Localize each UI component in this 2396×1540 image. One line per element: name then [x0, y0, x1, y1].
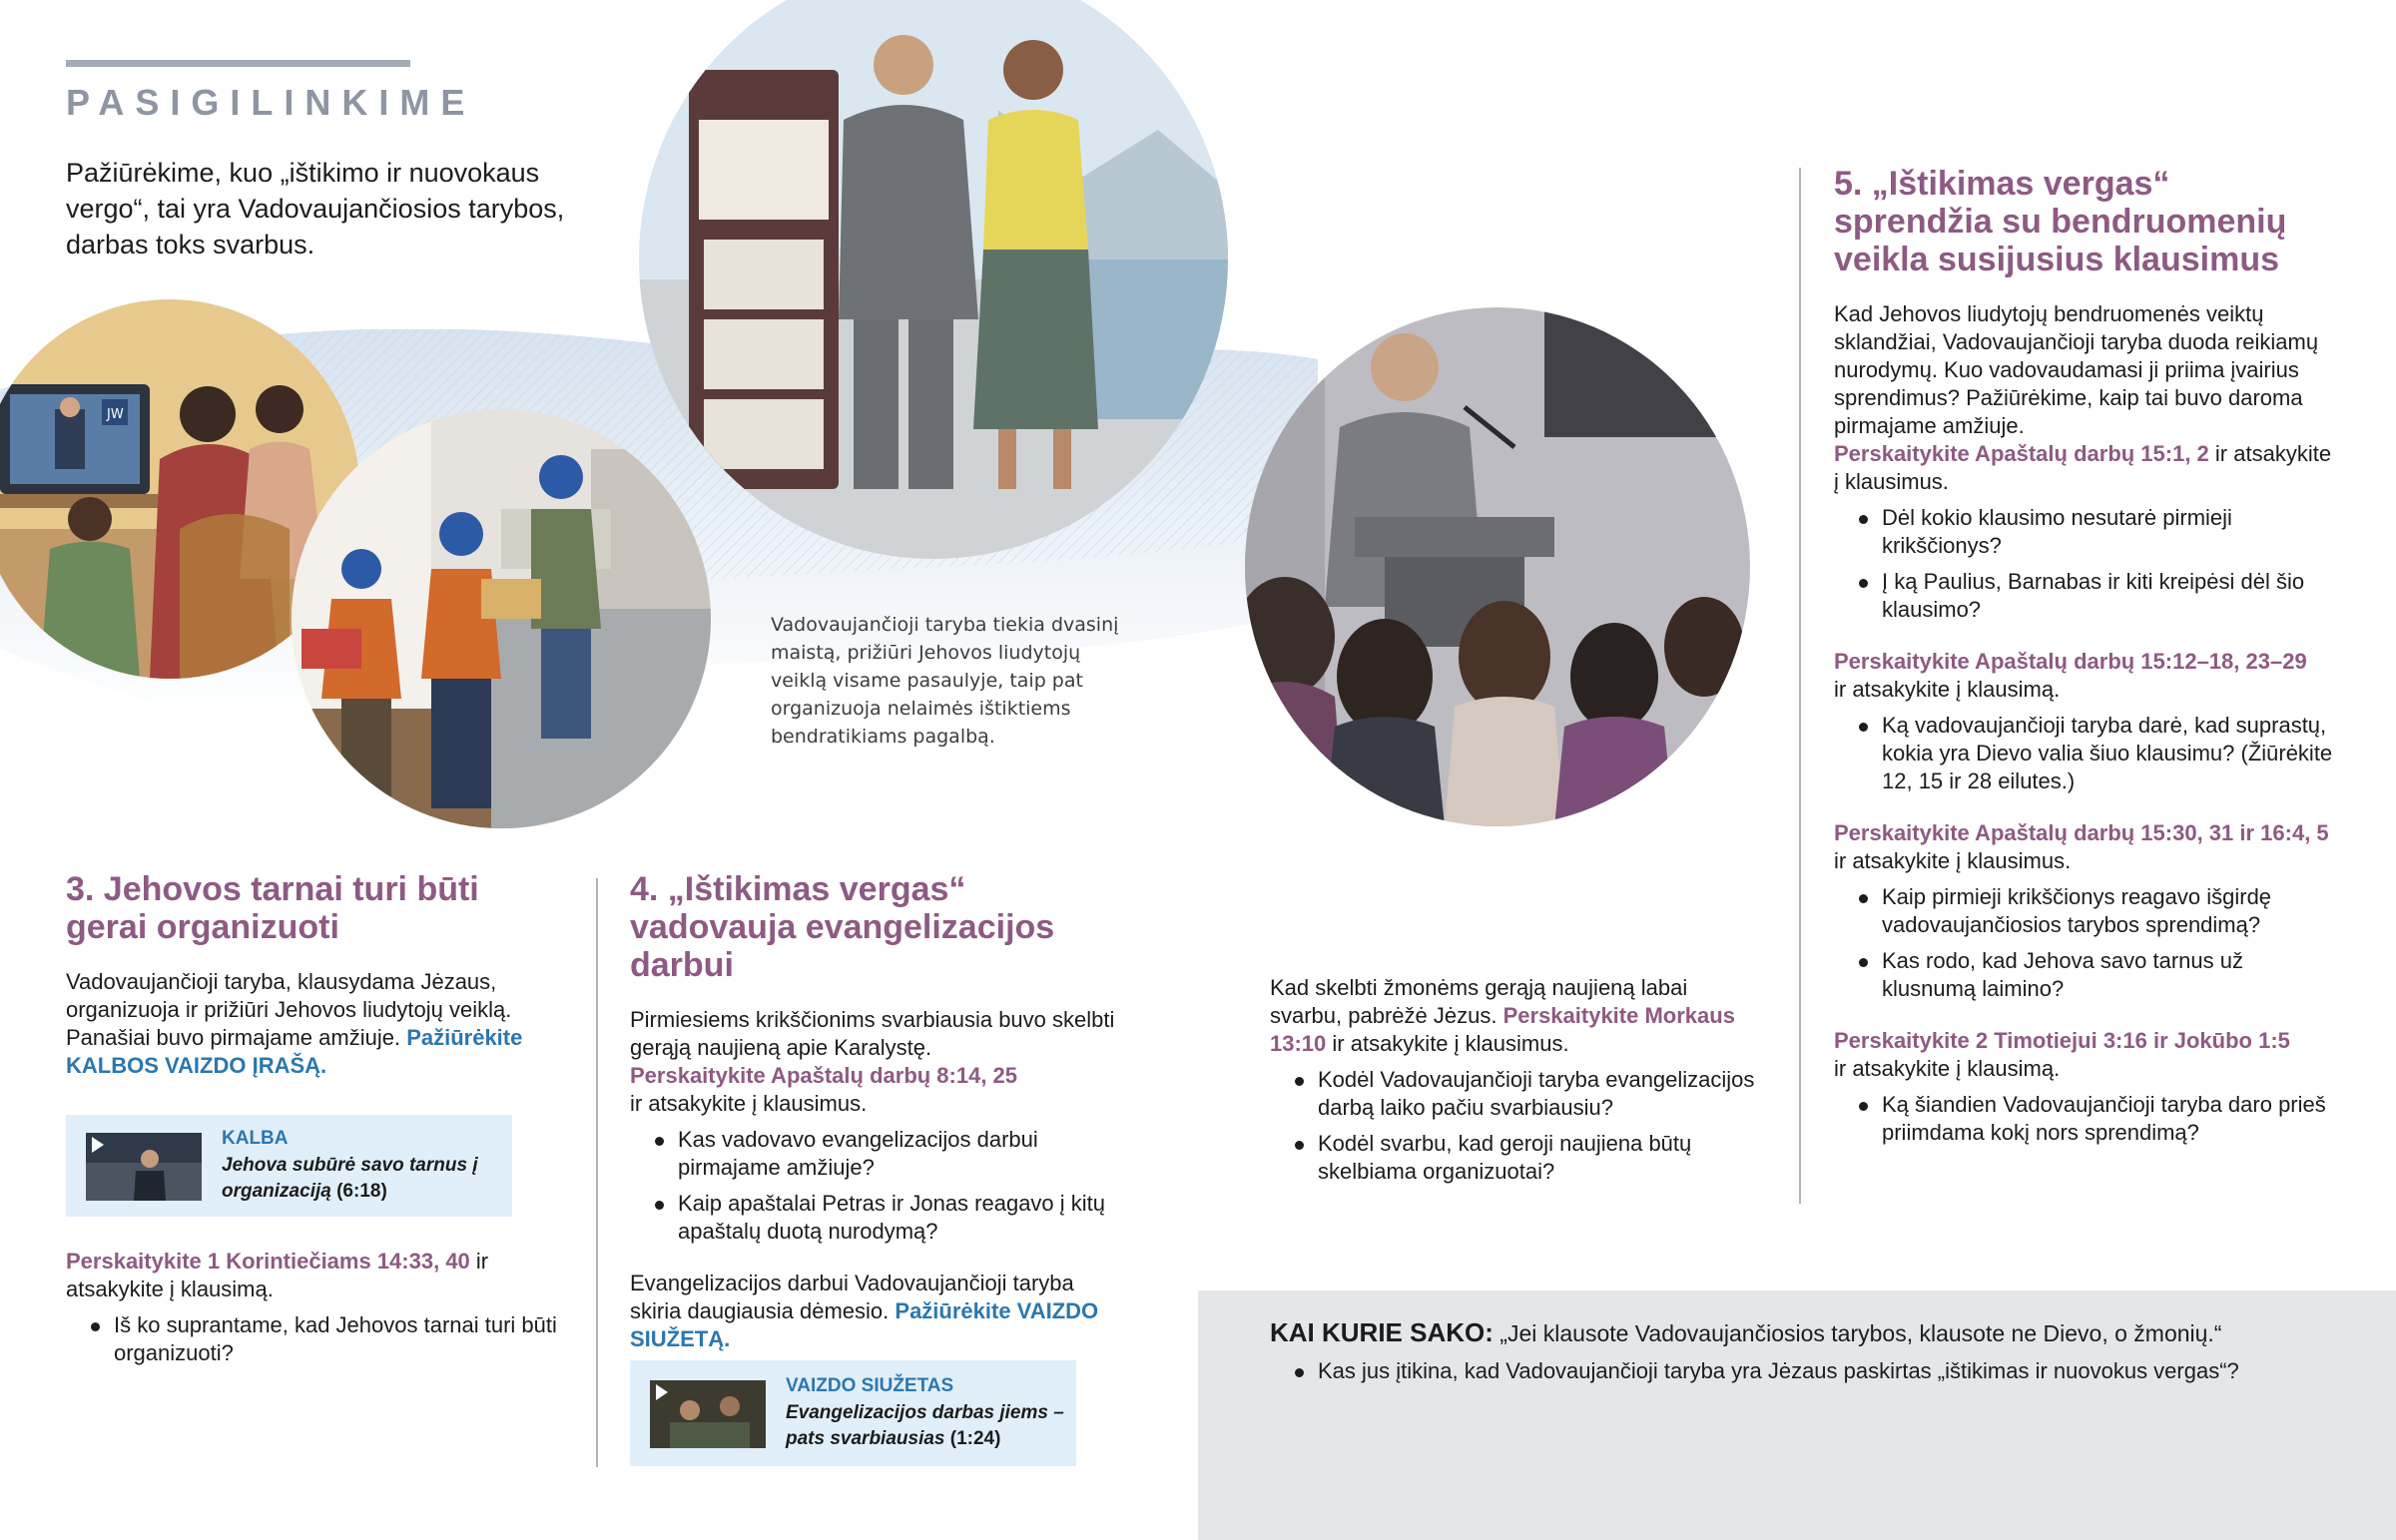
- talk-video-card[interactable]: [66, 1115, 512, 1217]
- question-list: [1834, 1091, 2333, 1147]
- section-4-title: 4. „Ištikimas vergas“ vadovauja evangelizacijos darbui: [630, 870, 1055, 984]
- question-item: Kas jus įtikina, kad Vadovaujančioji taryba yra Jėzaus paskirtas „ištikimas ir nuovokus vergas“?: [1270, 1357, 2328, 1385]
- scripture-reference[interactable]: Perskaitykite Apaštalų darbų 8:14, 25: [630, 1063, 1018, 1088]
- question-item: Į ką Paulius, Barnabas ir kiti kreipėsi dėl šio klausimo?: [1834, 568, 2333, 624]
- section-4-paragraph: Pirmiesiems krikščionims svarbiausia buvo skelbti gerąją naujieną apie Karalystę.: [630, 1007, 1115, 1060]
- header-rule: [66, 60, 410, 67]
- column-divider: [1799, 168, 1801, 1204]
- question-item: Kaip apaštalai Petras ir Jonas reagavo į kitų apaštalų duotą nurodymą?: [630, 1190, 1129, 1246]
- scripture-reference[interactable]: Perskaitykite Apaštalų darbų 15:12–18, 23–29: [1834, 649, 2307, 674]
- watch-video-link[interactable]: Pažiūrėkite VAIZDO SIUŽETĄ.: [630, 1298, 1099, 1351]
- play-icon: [656, 1384, 668, 1400]
- section-4-paragraph-3: Kad skelbti žmonėms gerąją naujieną labai svarbu, pabrėžė Jėzus.: [1270, 975, 1688, 1028]
- media-title: Jehova subūrė savo tarnus į organizaciją: [222, 1155, 478, 1202]
- scripture-reference[interactable]: Perskaitykite 1 Korintiečiams 14:33, 40: [66, 1249, 470, 1274]
- page-title: PASIGILINKIME: [66, 82, 476, 123]
- speaker-meeting-illustration: [1245, 307, 1750, 826]
- scripture-reference[interactable]: Perskaitykite 2 Timotiejui 3:16 ir Jokūbo 1:5: [1834, 1028, 2290, 1053]
- instruction-text: ir atsakykite į klausimą.: [1834, 1056, 2061, 1081]
- media-type-label: KALBA: [222, 1128, 289, 1149]
- section-5-title: 5. „Ištikimas vergas“ sprendžia su bendruomenių veikla susijusius klausimus: [1834, 165, 2287, 278]
- question-item: Ką šiandien Vadovaujančioji taryba daro prieš priimdama kokį nors sprendimą?: [1834, 1091, 2333, 1147]
- objection-callout: [1198, 1290, 2396, 1540]
- scripture-reference[interactable]: Perskaitykite Apaštalų darbų 15:1, 2: [1834, 441, 2209, 466]
- question-item: Iš ko suprantame, kad Jehovos tarnai turi būti organizuoti?: [66, 1311, 565, 1367]
- question-list: [1834, 712, 2333, 795]
- watch-talk-link[interactable]: Pažiūrėkite KALBOS VAIZDO ĮRAŠĄ.: [66, 1025, 523, 1078]
- section-3: [66, 870, 565, 1080]
- question-list: [1270, 1357, 2328, 1385]
- section-3-paragraph: Vadovaujančioji taryba, klausydama Jėzaus, organizuoja ir prižiūri Jehovos liudytojų veiklą. Panašiai buvo pirmajame amžiuje.: [66, 969, 512, 1050]
- section-5-paragraph: Kad Jehovos liudytojų bendruomenės veiktų sklandžiai, Vadovaujančioji taryba duoda reikiamų nurodymų. Kuo vadovaudamasi ji priima įvairius sprendimus? Pažiūrėkime, kaip tai buvo daroma pirmajame amžiuje.: [1834, 301, 2319, 438]
- media-type-label: VAIZDO SIUŽETAS: [786, 1375, 954, 1396]
- question-list: [66, 1311, 565, 1367]
- column-divider: [596, 878, 598, 1467]
- instruction-text: ir atsakykite į klausimą.: [1834, 677, 2061, 702]
- jw-logo: JW: [107, 407, 124, 422]
- section-3-title: 3. Jehovos tarnai turi būti gerai organizuoti: [66, 870, 479, 946]
- video-thumbnail: [86, 1133, 202, 1201]
- scripture-reference[interactable]: Perskaitykite Morkaus 13:10: [1270, 1003, 1735, 1056]
- scripture-reference[interactable]: Perskaitykite Apaštalų darbų 15:30, 31 ir 16:4, 5: [1834, 820, 2329, 845]
- section-4: [630, 870, 1129, 1353]
- illustration-caption: Vadovaujančioji taryba tiekia dvasinį maistą, prižiūri Jehovos liudytojų veiklą visame pasaulyje, taip pat organizuoja nelaimės ištiktiems bendratikiams pagalbą.: [771, 614, 1119, 748]
- media-duration: (6:18): [336, 1181, 387, 1202]
- video-thumbnail: [650, 1380, 766, 1448]
- instruction-text: ir atsakykite į klausimus.: [1326, 1031, 1569, 1056]
- media-title: Evangelizacijos darbas jiems – pats svarbiausias: [786, 1402, 1064, 1449]
- question-item: Kodėl Vadovaujančioji taryba evangelizacijos darbą laiko pačiu svarbiausiu?: [1270, 1066, 1759, 1122]
- section-5: [1834, 165, 2333, 1147]
- question-item: Kodėl svarbu, kad geroji naujiena būtų skelbiama organizuotai?: [1270, 1130, 1759, 1186]
- question-list: [1834, 504, 2333, 624]
- short-video-card[interactable]: [630, 1360, 1076, 1466]
- media-duration: (1:24): [949, 1428, 1001, 1449]
- instruction-text: ir atsakykite į klausimus.: [1834, 441, 2332, 494]
- question-item: Kas vadovavo evangelizacijos darbui pirmajame amžiuje?: [630, 1126, 1129, 1182]
- intro-text: Pažiūrėkime, kuo „ištikimo ir nuovokaus vergo“, tai yra Vadovaujančiosios tarybos, darbas toks svarbus.: [66, 158, 565, 259]
- relief-workers-illustration: [292, 409, 711, 828]
- question-item: Dėl kokio klausimo nesutarė pirmieji krikščionys?: [1834, 504, 2333, 560]
- question-item: Kaip pirmieji krikščionys reagavo išgirdę vadovaujančiosios tarybos sprendimą?: [1834, 883, 2333, 939]
- question-list: [1270, 1066, 1759, 1186]
- section-3-reading: [66, 1248, 565, 1367]
- question-item: Ką vadovaujančioji taryba darė, kad suprastų, kokia yra Dievo valia šiuo klausimu? (Žiūrėkite 12, 15 ir 28 eilutes.): [1834, 712, 2333, 795]
- question-list: [1834, 883, 2333, 1003]
- instruction-text: ir atsakykite į klausimą.: [66, 1249, 489, 1301]
- objection-quote: „Jei klausote Vadovaujančiosios tarybos, klausote ne Dievo, o žmonių.“: [1493, 1320, 2222, 1346]
- section-4-continued: [1270, 974, 1759, 1186]
- question-list: [630, 1126, 1129, 1246]
- section-4-paragraph-2: Evangelizacijos darbui Vadovaujančioji taryba skiria daugiausia dėmesio.: [630, 1271, 1074, 1323]
- play-icon: [92, 1137, 104, 1153]
- question-item: Kas rodo, kad Jehova savo tarnus už klusnumą laimino?: [1834, 947, 2333, 1003]
- instruction-text: ir atsakykite į klausimus.: [630, 1091, 868, 1116]
- objection-label: KAI KURIE SAKO:: [1270, 1317, 1494, 1347]
- instruction-text: ir atsakykite į klausimus.: [1834, 848, 2072, 873]
